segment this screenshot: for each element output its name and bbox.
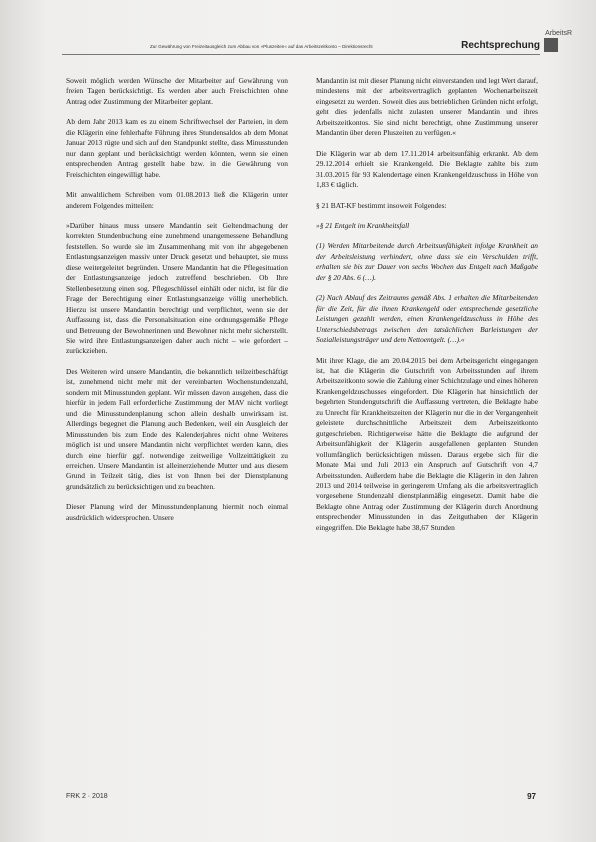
paragraph: Die Klägerin war ab dem 17.11.2014 arbeitsunfähig erkrankt. Ab dem 29.12.2014 erhielt sie Krankengeld. Die Beklagte zahlte bis zum 31.03.2015 für 93 Kalendertage einen Krankengeldzuschuss in Höhe von 1,83 € täglich. — [316, 148, 538, 190]
section-marker — [544, 38, 558, 52]
journal-footer: FRK 2 · 2018 — [66, 793, 108, 800]
section-label-top: ArbeitsR — [545, 30, 572, 37]
paragraph: Mit anwaltlichem Schreiben vom 01.08.2013 ließ die Klägerin unter anderem Folgendes mitteilen: — [66, 190, 288, 210]
page-number: 97 — [527, 792, 536, 801]
header-rule — [62, 54, 540, 55]
paragraph: § 21 BAT-KF bestimmt insoweit Folgendes: — [316, 200, 447, 210]
paragraph: Des Weiteren wird unsere Mandantin, die bekanntlich teilzeitbeschäftigt ist, zunehmend nicht mehr mit der vereinbarten Wochenstundenzahl, sondern mit Minusstunden geplant. Wir müssen davon ausgehen, dass die hierfür in jedem Fall erforderliche Zustimmung der MAV nicht vorliegt und die Minusstundenplanung schon allein deshalb unwirksam ist. Allerdings begegnet die Planung auch Bedenken, weil ein Ausgleich der Minusstunden bis zum Ende des Kalenderjahres nicht ohne Weiteres möglich ist und unsere Mandantin nicht verpflichtet werden kann, dies durch eine hierfür ggf. notwendige zeitweilige Vollzeittätigkeit zu erreichen. Unsere Mandantin ist alleinerziehende Mutter und aus diesem Grund in Teilzeit tätig, dies ist von Ihnen bei der Dienstplanung grundsätzlich zu berücksichtigen und zu beachten. — [66, 366, 288, 491]
paragraph: Ab dem Jahr 2013 kam es zu einem Schriftwechsel der Parteien, in dem die Klägerin eine fehlerhafte Führung ihres Stundensaldos ab dem Monat Januar 2013 rügte und sich auf den Standpunkt stellte, dass Minusstunden nur dann geplant und berücksichtigt werden könnten, wenn sie einen entsprechenden Antrag gestellt habe bzw. in die Gewährung von Freischichten eingewilligt habe. — [66, 117, 288, 179]
paragraph: Mandantin ist mit dieser Planung nicht einverstanden und legt Wert darauf, mindestens mit der arbeitsvertraglich geplanten Wochenarbeitszeit eingesetzt zu werden. Soweit dies aus betrieblichen Gründen nicht erfolgt, geht dies jedenfalls nicht zulasten unserer Mandantin und ihres Arbeitszeitkontos. Sie sind nicht berechtigt, ohne Zustimmung unserer Mandantin über deren Pluszeiten zu verfügen.« — [316, 76, 538, 138]
paragraph: Soweit möglich werden Wünsche der Mitarbeiter auf Gewährung von freien Tagen berücksichtigt. Es werden aber auch Freischichten ohne Antrag oder Zustimmung der Mitarbeiter geplant. — [66, 76, 288, 106]
right-column — [316, 76, 538, 543]
section-title: Rechtsprechung — [461, 40, 540, 51]
paragraph: »Darüber hinaus muss unsere Mandantin seit Geltendmachung der korrekten Stundenbuchung eine zunehmend unangemessene Behandlung feststellen. So wurde sie im Zusammenhang mit von ihr abgegebenen Entlastungsanzeigen massiv unter Druck gesetzt und behauptet, sie muss diese weitergeleitet begründen. Unsere Mandantin hat die Pflegesituation der Entlastungsanzeige jedoch zutreffend beschrieben. Ob Ihre Stellenbesetzung einen sog. Pflegeschlüssel einhält oder nicht, ist für die Frage der Berechtigung einer Entlastungsanzeige völlig unerheblich. Hierzu ist unsere Mandantin berechtigt und verpflichtet, wenn sie der Auffassung ist, dass die Personalsituation eine ordnungsgemäße Pflege und Betreuung der Bewohnerinnen und Bewohner nicht mehr sicherstellt. Sie wird ihre Entlastungsanzeigen daher auch nicht – wie gefordert – zurückziehen. — [66, 220, 288, 356]
left-column — [66, 76, 288, 533]
paragraph: Dieser Planung wird der Minusstundenplanung hiermit noch einmal ausdrücklich widersprochen. Unsere — [66, 502, 288, 522]
paragraph: Mit ihrer Klage, die am 20.04.2015 bei dem Arbeitsgericht eingegangen ist, hat die Klägerin die Gutschrift von Arbeitsstunden auf ihrem Arbeitszeitkonto sowie die Zahlung einer Schichtzulage und eines höheren Krankengeldzuschusses eingefordert. Die Klägerin hat hinsichtlich der begehrten Stundengutschrift die Auffassung vertreten, die Beklagte habe zu Unrecht für Krankheitszeiten der Klägerin nur die in der Vergangenheit geleistete durchschnittliche Arbeitszeit dem Arbeitszeitkonto gutgeschrieben. Richtigerweise hätte die Beklagte die aufgrund der Arbeitsunfähigkeit der Klägerin ausgefallenen geplanten Stunden vollumfänglich berücksichtigen müssen. Daraus ergebe sich für die Monate Mai und Juli 2013 ein Anspruch auf Gutschrift von 4,7 Arbeitsstunden. Außerdem habe die Beklagte die Klägerin in den Jahren 2013 und 2014 teilweise in geringerem Umfang als die arbeitsvertraglich vorgesehene Stundenzahl dienstplanmäßig eingesetzt. Damit habe die Beklagte ohne Antrag oder Zustimmung der Klägerin durch Anordnung entsprechender Minusstunden in das Zeitguthaben der Klägerin eingegriffen. Die Beklagte habe 38,67 Stunden — [316, 355, 538, 532]
quote-paragraph: (1) Werden Mitarbeitende durch Arbeitsunfähigkeit infolge Krankheit an der Arbeitsleistung verhindert, ohne dass sie ein Verschulden trifft, erhalten sie bis zur Dauer von sechs Wochen das Entgelt nach Maßgabe der § 20 Abs. 6 (…). — [316, 241, 538, 282]
quote-paragraph: (2) Nach Ablauf des Zeitraums gemäß Abs. 1 erhalten die Mitarbeitenden für die Zeit, für die ihnen Krankengeld oder entsprechende gesetzliche Leistungen gezahlt werden, einen Krankengeldzuschuss in Höhe des Unterschiedsbetrags zwischen den tatsächlichen Barleistungen der Sozialleistungsträger und dem Nettoentgelt. (…).« — [316, 293, 538, 345]
quote-heading: »§ 21 Entgelt im Krankheitsfall — [316, 220, 410, 230]
running-title: Zur Gewährung von Freizeitausgleich zum Abbau von »Pluszeiten« auf das Arbeitszeitkonto – Direktionsrecht — [150, 44, 373, 49]
